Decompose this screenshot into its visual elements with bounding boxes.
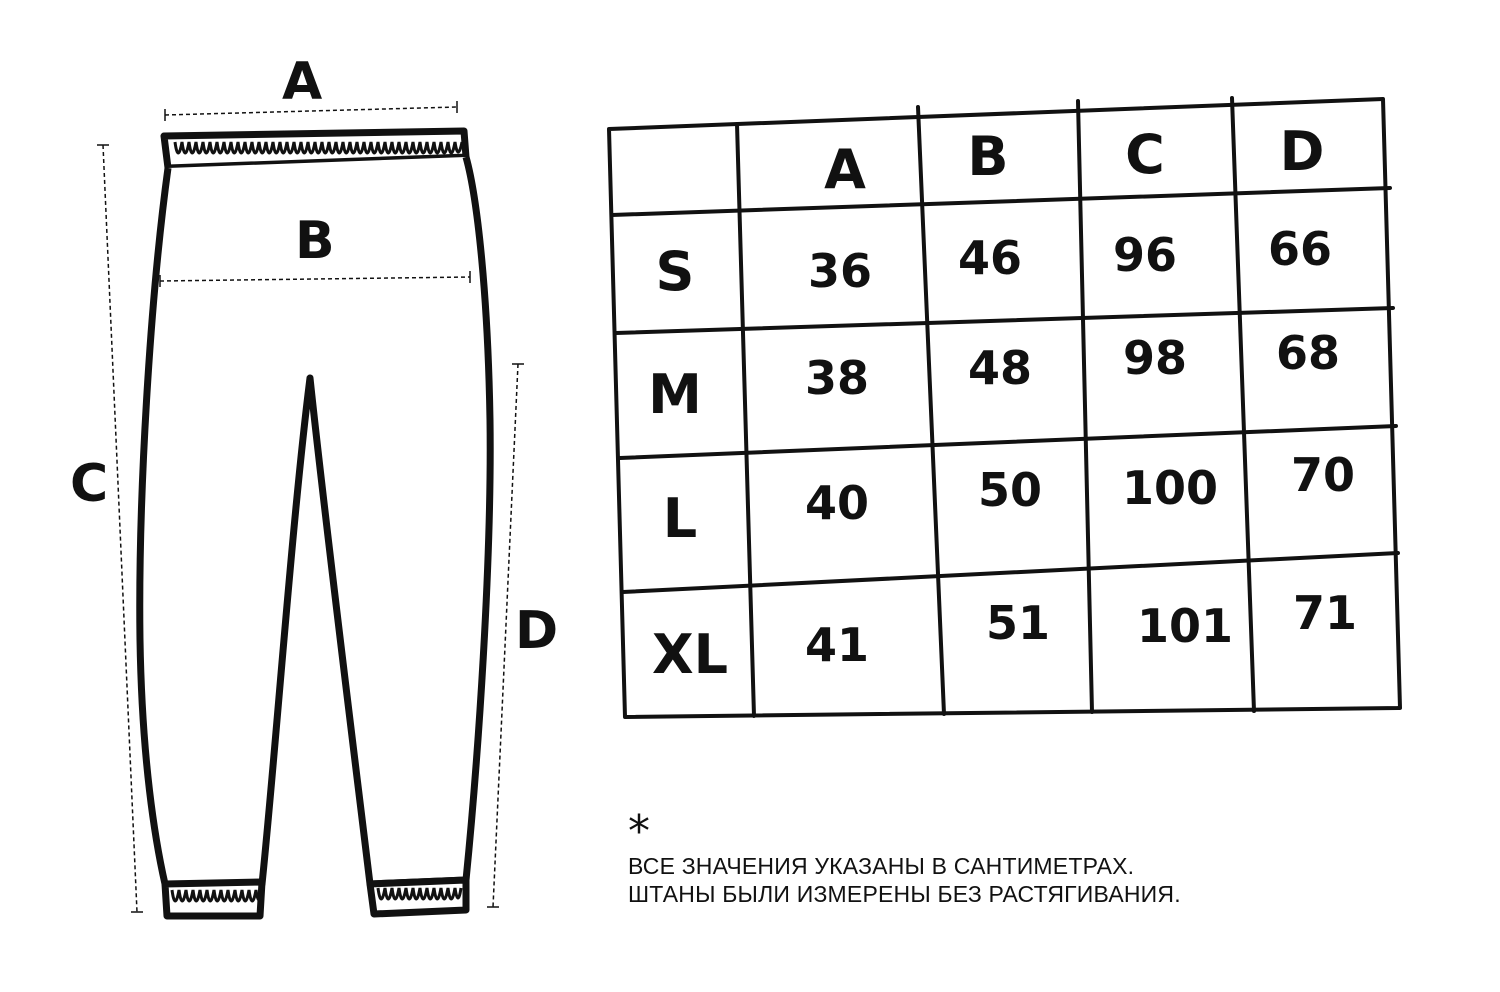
column-header-b: B <box>967 125 1009 188</box>
cell-l-d: 70 <box>1290 448 1355 502</box>
column-header-a: A <box>824 138 866 201</box>
row-label-m: M <box>648 363 702 426</box>
cell-m-d: 68 <box>1275 326 1340 380</box>
cell-s-a: 36 <box>807 244 872 298</box>
dimension-label-b: B <box>295 211 335 271</box>
dimension-label-a: A <box>282 52 323 112</box>
cell-xl-c: 101 <box>1136 599 1234 653</box>
footnote-line-2: ШТАНЫ БЫЛИ ИЗМЕРЕНЫ БЕЗ РАСТЯГИВАНИЯ. <box>628 881 1181 907</box>
footnote-line-1: ВСЕ ЗНАЧЕНИЯ УКАЗАНЫ В САНТИМЕТРАХ. <box>628 853 1135 879</box>
asterisk-marker: * <box>628 806 650 857</box>
row-label-s: S <box>655 240 695 303</box>
row-label-l: L <box>662 487 698 550</box>
column-header-c: C <box>1125 123 1165 186</box>
cell-l-b: 50 <box>977 463 1042 517</box>
cell-xl-d: 71 <box>1292 586 1357 640</box>
cell-s-b: 46 <box>957 231 1022 285</box>
cell-s-c: 96 <box>1112 228 1177 282</box>
cell-xl-a: 41 <box>804 618 869 672</box>
dimension-label-c: C <box>70 454 109 514</box>
cell-xl-b: 51 <box>985 596 1050 650</box>
cell-l-c: 100 <box>1121 461 1219 515</box>
cell-m-c: 98 <box>1122 331 1187 385</box>
footnote <box>628 806 1181 908</box>
column-header-d: D <box>1279 120 1325 183</box>
cell-l-a: 40 <box>804 476 869 530</box>
row-label-xl: XL <box>651 623 729 686</box>
cell-m-a: 38 <box>804 351 869 405</box>
dimension-label-d: D <box>515 601 559 661</box>
cell-s-d: 66 <box>1267 222 1332 276</box>
cell-m-b: 48 <box>967 341 1032 395</box>
